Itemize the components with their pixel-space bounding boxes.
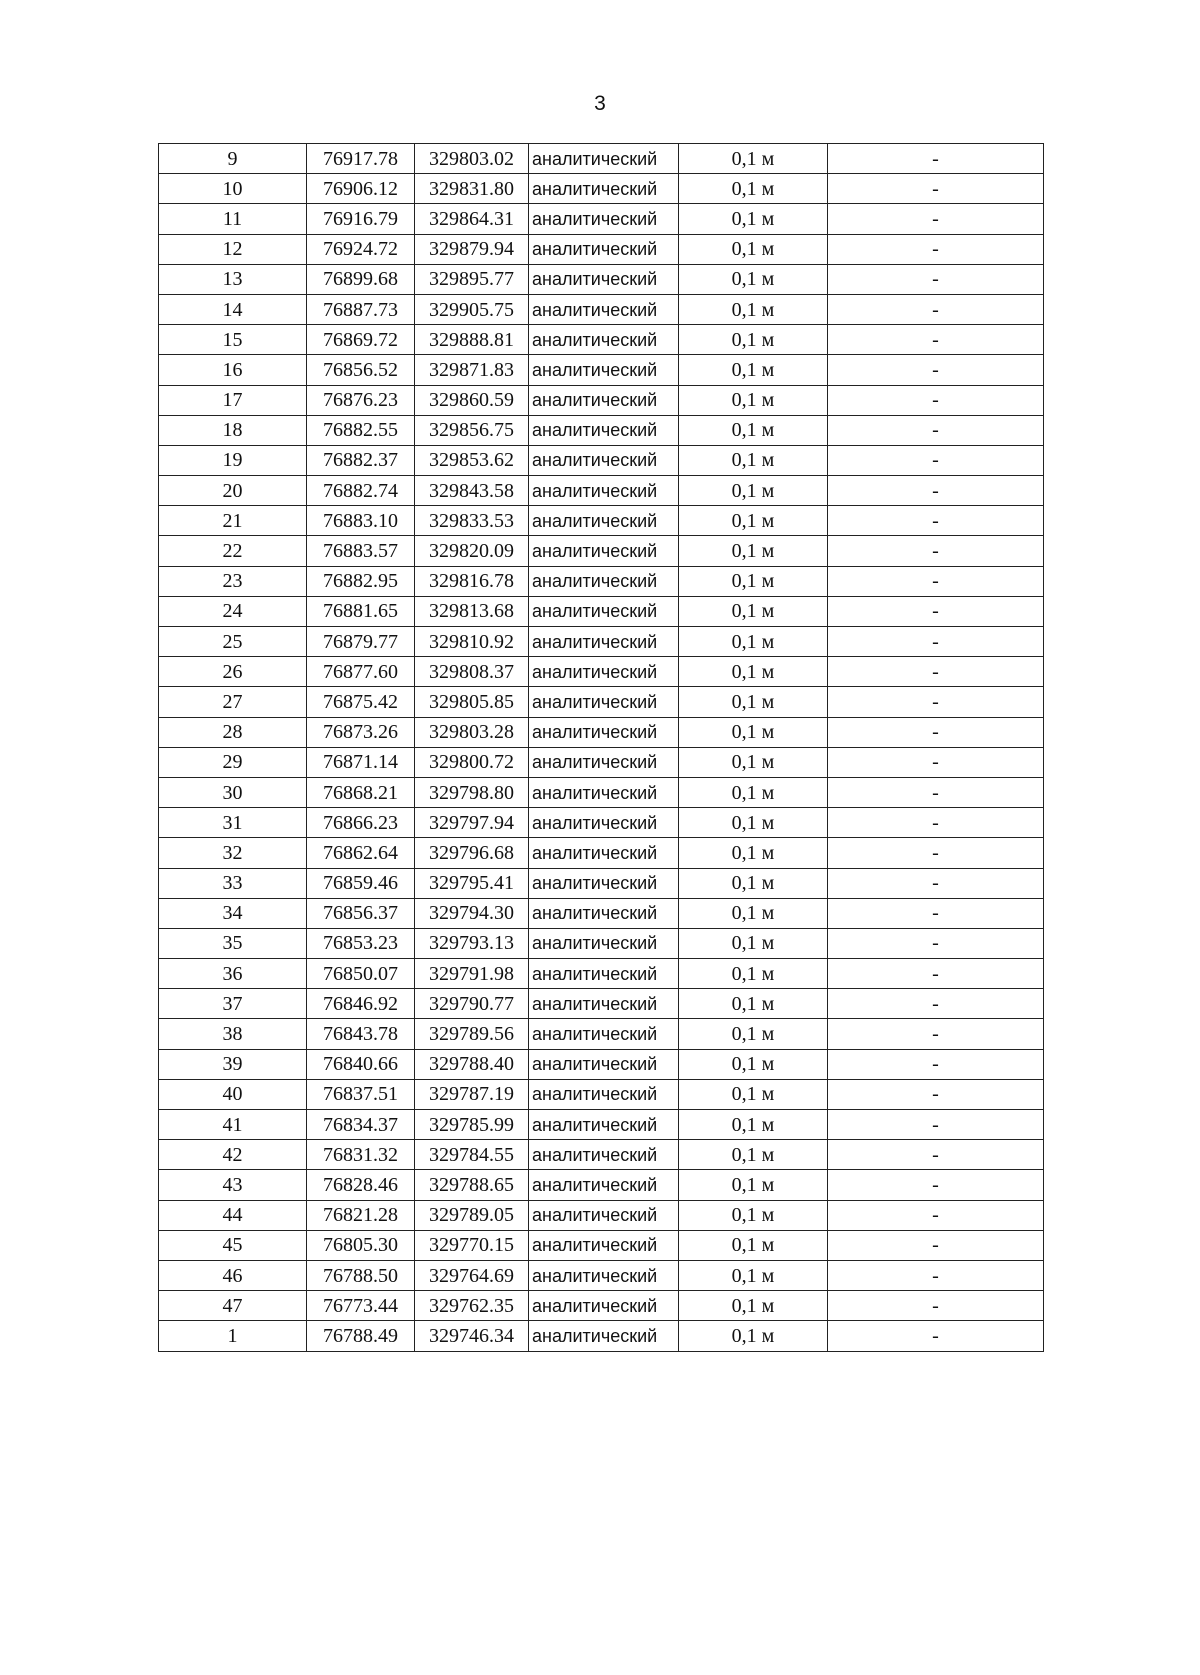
table-row <box>159 264 1044 294</box>
table-row <box>159 747 1044 777</box>
method-cell: аналитический <box>529 325 679 355</box>
method-cell: аналитический <box>529 627 679 657</box>
method-cell: аналитический <box>529 264 679 294</box>
table-row <box>159 506 1044 536</box>
accuracy-cell: 0,1 м <box>679 325 828 355</box>
accuracy-cell: 0,1 м <box>679 294 828 324</box>
description-cell: - <box>828 1079 1044 1109</box>
method-cell: аналитический <box>529 1200 679 1230</box>
y-coordinate-cell: 329879.94 <box>415 234 529 264</box>
y-coordinate-cell: 329831.80 <box>415 174 529 204</box>
point-number-cell: 30 <box>159 777 307 807</box>
method-cell: аналитический <box>529 657 679 687</box>
method-cell: аналитический <box>529 1291 679 1321</box>
coordinates-table-body <box>159 144 1044 1352</box>
x-coordinate-cell: 76846.92 <box>307 989 415 1019</box>
x-coordinate-cell: 76882.55 <box>307 415 415 445</box>
x-coordinate-cell: 76882.37 <box>307 445 415 475</box>
x-coordinate-cell: 76850.07 <box>307 959 415 989</box>
description-cell: - <box>828 808 1044 838</box>
method-cell: аналитический <box>529 717 679 747</box>
method-cell: аналитический <box>529 1110 679 1140</box>
method-cell: аналитический <box>529 898 679 928</box>
description-cell: - <box>828 385 1044 415</box>
accuracy-cell: 0,1 м <box>679 174 828 204</box>
description-cell: - <box>828 989 1044 1019</box>
x-coordinate-cell: 76773.44 <box>307 1291 415 1321</box>
x-coordinate-cell: 76869.72 <box>307 325 415 355</box>
point-number-cell: 44 <box>159 1200 307 1230</box>
x-coordinate-cell: 76856.52 <box>307 355 415 385</box>
y-coordinate-cell: 329789.05 <box>415 1200 529 1230</box>
description-cell: - <box>828 536 1044 566</box>
x-coordinate-cell: 76883.10 <box>307 506 415 536</box>
x-coordinate-cell: 76856.37 <box>307 898 415 928</box>
y-coordinate-cell: 329785.99 <box>415 1110 529 1140</box>
x-coordinate-cell: 76883.57 <box>307 536 415 566</box>
description-cell: - <box>828 596 1044 626</box>
y-coordinate-cell: 329746.34 <box>415 1321 529 1351</box>
description-cell: - <box>828 838 1044 868</box>
accuracy-cell: 0,1 м <box>679 476 828 506</box>
accuracy-cell: 0,1 м <box>679 1019 828 1049</box>
accuracy-cell: 0,1 м <box>679 898 828 928</box>
method-cell: аналитический <box>529 1321 679 1351</box>
description-cell: - <box>828 687 1044 717</box>
accuracy-cell: 0,1 м <box>679 1140 828 1170</box>
y-coordinate-cell: 329800.72 <box>415 747 529 777</box>
description-cell: - <box>828 445 1044 475</box>
point-number-cell: 20 <box>159 476 307 506</box>
accuracy-cell: 0,1 м <box>679 445 828 475</box>
accuracy-cell: 0,1 м <box>679 1260 828 1290</box>
y-coordinate-cell: 329790.77 <box>415 989 529 1019</box>
method-cell: аналитический <box>529 1019 679 1049</box>
point-number-cell: 12 <box>159 234 307 264</box>
table-row <box>159 1321 1044 1351</box>
point-number-cell: 17 <box>159 385 307 415</box>
point-number-cell: 40 <box>159 1079 307 1109</box>
method-cell: аналитический <box>529 1079 679 1109</box>
y-coordinate-cell: 329795.41 <box>415 868 529 898</box>
y-coordinate-cell: 329791.98 <box>415 959 529 989</box>
point-number-cell: 13 <box>159 264 307 294</box>
x-coordinate-cell: 76924.72 <box>307 234 415 264</box>
method-cell: аналитический <box>529 1230 679 1260</box>
x-coordinate-cell: 76871.14 <box>307 747 415 777</box>
table-row <box>159 928 1044 958</box>
x-coordinate-cell: 76899.68 <box>307 264 415 294</box>
description-cell: - <box>828 657 1044 687</box>
point-number-cell: 14 <box>159 294 307 324</box>
table-row <box>159 325 1044 355</box>
point-number-cell: 38 <box>159 1019 307 1049</box>
y-coordinate-cell: 329803.28 <box>415 717 529 747</box>
description-cell: - <box>828 1019 1044 1049</box>
accuracy-cell: 0,1 м <box>679 1170 828 1200</box>
point-number-cell: 41 <box>159 1110 307 1140</box>
description-cell: - <box>828 747 1044 777</box>
method-cell: аналитический <box>529 566 679 596</box>
description-cell: - <box>828 1260 1044 1290</box>
y-coordinate-cell: 329794.30 <box>415 898 529 928</box>
description-cell: - <box>828 717 1044 747</box>
y-coordinate-cell: 329805.85 <box>415 687 529 717</box>
table-row <box>159 234 1044 264</box>
description-cell: - <box>828 566 1044 596</box>
x-coordinate-cell: 76843.78 <box>307 1019 415 1049</box>
description-cell: - <box>828 1291 1044 1321</box>
table-row <box>159 445 1044 475</box>
accuracy-cell: 0,1 м <box>679 747 828 777</box>
coordinates-table <box>158 143 1044 1352</box>
method-cell: аналитический <box>529 1260 679 1290</box>
table-row <box>159 385 1044 415</box>
point-number-cell: 9 <box>159 144 307 174</box>
accuracy-cell: 0,1 м <box>679 838 828 868</box>
point-number-cell: 34 <box>159 898 307 928</box>
description-cell: - <box>828 325 1044 355</box>
point-number-cell: 25 <box>159 627 307 657</box>
method-cell: аналитический <box>529 294 679 324</box>
method-cell: аналитический <box>529 959 679 989</box>
method-cell: аналитический <box>529 204 679 234</box>
description-cell: - <box>828 264 1044 294</box>
table-row <box>159 687 1044 717</box>
description-cell: - <box>828 1110 1044 1140</box>
point-number-cell: 43 <box>159 1170 307 1200</box>
x-coordinate-cell: 76906.12 <box>307 174 415 204</box>
point-number-cell: 46 <box>159 1260 307 1290</box>
point-number-cell: 11 <box>159 204 307 234</box>
y-coordinate-cell: 329796.68 <box>415 838 529 868</box>
description-cell: - <box>828 1049 1044 1079</box>
point-number-cell: 22 <box>159 536 307 566</box>
x-coordinate-cell: 76882.74 <box>307 476 415 506</box>
y-coordinate-cell: 329905.75 <box>415 294 529 324</box>
point-number-cell: 28 <box>159 717 307 747</box>
table-row <box>159 174 1044 204</box>
point-number-cell: 39 <box>159 1049 307 1079</box>
method-cell: аналитический <box>529 989 679 1019</box>
table-row <box>159 1230 1044 1260</box>
accuracy-cell: 0,1 м <box>679 506 828 536</box>
method-cell: аналитический <box>529 868 679 898</box>
accuracy-cell: 0,1 м <box>679 1049 828 1079</box>
table-row <box>159 1291 1044 1321</box>
point-number-cell: 42 <box>159 1140 307 1170</box>
method-cell: аналитический <box>529 1140 679 1170</box>
x-coordinate-cell: 76876.23 <box>307 385 415 415</box>
x-coordinate-cell: 76875.42 <box>307 687 415 717</box>
accuracy-cell: 0,1 м <box>679 1110 828 1140</box>
accuracy-cell: 0,1 м <box>679 204 828 234</box>
description-cell: - <box>828 355 1044 385</box>
x-coordinate-cell: 76788.50 <box>307 1260 415 1290</box>
y-coordinate-cell: 329856.75 <box>415 415 529 445</box>
x-coordinate-cell: 76868.21 <box>307 777 415 807</box>
description-cell: - <box>828 959 1044 989</box>
accuracy-cell: 0,1 м <box>679 627 828 657</box>
method-cell: аналитический <box>529 536 679 566</box>
description-cell: - <box>828 928 1044 958</box>
x-coordinate-cell: 76788.49 <box>307 1321 415 1351</box>
accuracy-cell: 0,1 м <box>679 355 828 385</box>
y-coordinate-cell: 329784.55 <box>415 1140 529 1170</box>
x-coordinate-cell: 76881.65 <box>307 596 415 626</box>
accuracy-cell: 0,1 м <box>679 777 828 807</box>
y-coordinate-cell: 329853.62 <box>415 445 529 475</box>
method-cell: аналитический <box>529 687 679 717</box>
description-cell: - <box>828 1230 1044 1260</box>
y-coordinate-cell: 329770.15 <box>415 1230 529 1260</box>
point-number-cell: 47 <box>159 1291 307 1321</box>
table-row <box>159 1019 1044 1049</box>
y-coordinate-cell: 329895.77 <box>415 264 529 294</box>
x-coordinate-cell: 76828.46 <box>307 1170 415 1200</box>
point-number-cell: 10 <box>159 174 307 204</box>
y-coordinate-cell: 329860.59 <box>415 385 529 415</box>
x-coordinate-cell: 76834.37 <box>307 1110 415 1140</box>
accuracy-cell: 0,1 м <box>679 144 828 174</box>
description-cell: - <box>828 898 1044 928</box>
method-cell: аналитический <box>529 808 679 838</box>
x-coordinate-cell: 76805.30 <box>307 1230 415 1260</box>
method-cell: аналитический <box>529 928 679 958</box>
table-row <box>159 717 1044 747</box>
x-coordinate-cell: 76821.28 <box>307 1200 415 1230</box>
accuracy-cell: 0,1 м <box>679 657 828 687</box>
method-cell: аналитический <box>529 476 679 506</box>
y-coordinate-cell: 329788.40 <box>415 1049 529 1079</box>
table-row <box>159 777 1044 807</box>
point-number-cell: 15 <box>159 325 307 355</box>
x-coordinate-cell: 76866.23 <box>307 808 415 838</box>
accuracy-cell: 0,1 м <box>679 959 828 989</box>
table-row <box>159 657 1044 687</box>
accuracy-cell: 0,1 м <box>679 928 828 958</box>
method-cell: аналитический <box>529 415 679 445</box>
point-number-cell: 33 <box>159 868 307 898</box>
accuracy-cell: 0,1 м <box>679 1079 828 1109</box>
page-number: 3 <box>594 92 606 115</box>
accuracy-cell: 0,1 м <box>679 566 828 596</box>
table-row <box>159 1079 1044 1109</box>
point-number-cell: 37 <box>159 989 307 1019</box>
table-row <box>159 294 1044 324</box>
method-cell: аналитический <box>529 144 679 174</box>
table-row <box>159 808 1044 838</box>
table-row <box>159 596 1044 626</box>
accuracy-cell: 0,1 м <box>679 536 828 566</box>
x-coordinate-cell: 76873.26 <box>307 717 415 747</box>
x-coordinate-cell: 76862.64 <box>307 838 415 868</box>
method-cell: аналитический <box>529 234 679 264</box>
table-row <box>159 1260 1044 1290</box>
point-number-cell: 21 <box>159 506 307 536</box>
table-row <box>159 1170 1044 1200</box>
point-number-cell: 45 <box>159 1230 307 1260</box>
accuracy-cell: 0,1 м <box>679 687 828 717</box>
y-coordinate-cell: 329864.31 <box>415 204 529 234</box>
method-cell: аналитический <box>529 445 679 475</box>
method-cell: аналитический <box>529 1170 679 1200</box>
method-cell: аналитический <box>529 838 679 868</box>
point-number-cell: 24 <box>159 596 307 626</box>
method-cell: аналитический <box>529 1049 679 1079</box>
table-row <box>159 144 1044 174</box>
point-number-cell: 26 <box>159 657 307 687</box>
y-coordinate-cell: 329793.13 <box>415 928 529 958</box>
point-number-cell: 36 <box>159 959 307 989</box>
description-cell: - <box>828 144 1044 174</box>
description-cell: - <box>828 627 1044 657</box>
x-coordinate-cell: 76877.60 <box>307 657 415 687</box>
point-number-cell: 23 <box>159 566 307 596</box>
x-coordinate-cell: 76837.51 <box>307 1079 415 1109</box>
y-coordinate-cell: 329833.53 <box>415 506 529 536</box>
point-number-cell: 18 <box>159 415 307 445</box>
point-number-cell: 29 <box>159 747 307 777</box>
method-cell: аналитический <box>529 385 679 415</box>
x-coordinate-cell: 76916.79 <box>307 204 415 234</box>
y-coordinate-cell: 329820.09 <box>415 536 529 566</box>
y-coordinate-cell: 329843.58 <box>415 476 529 506</box>
description-cell: - <box>828 294 1044 324</box>
table-row <box>159 355 1044 385</box>
accuracy-cell: 0,1 м <box>679 989 828 1019</box>
accuracy-cell: 0,1 м <box>679 415 828 445</box>
accuracy-cell: 0,1 м <box>679 596 828 626</box>
table-row <box>159 476 1044 506</box>
accuracy-cell: 0,1 м <box>679 808 828 838</box>
y-coordinate-cell: 329762.35 <box>415 1291 529 1321</box>
table-row <box>159 989 1044 1019</box>
description-cell: - <box>828 1200 1044 1230</box>
description-cell: - <box>828 234 1044 264</box>
x-coordinate-cell: 76859.46 <box>307 868 415 898</box>
method-cell: аналитический <box>529 777 679 807</box>
table-row <box>159 204 1044 234</box>
table-row <box>159 898 1044 928</box>
y-coordinate-cell: 329789.56 <box>415 1019 529 1049</box>
point-number-cell: 27 <box>159 687 307 717</box>
y-coordinate-cell: 329797.94 <box>415 808 529 838</box>
accuracy-cell: 0,1 м <box>679 717 828 747</box>
y-coordinate-cell: 329808.37 <box>415 657 529 687</box>
table-row <box>159 1140 1044 1170</box>
description-cell: - <box>828 1140 1044 1170</box>
method-cell: аналитический <box>529 506 679 536</box>
y-coordinate-cell: 329798.80 <box>415 777 529 807</box>
point-number-cell: 1 <box>159 1321 307 1351</box>
point-number-cell: 16 <box>159 355 307 385</box>
description-cell: - <box>828 506 1044 536</box>
description-cell: - <box>828 868 1044 898</box>
method-cell: аналитический <box>529 747 679 777</box>
y-coordinate-cell: 329788.65 <box>415 1170 529 1200</box>
point-number-cell: 32 <box>159 838 307 868</box>
accuracy-cell: 0,1 м <box>679 385 828 415</box>
x-coordinate-cell: 76879.77 <box>307 627 415 657</box>
x-coordinate-cell: 76840.66 <box>307 1049 415 1079</box>
method-cell: аналитический <box>529 174 679 204</box>
table-row <box>159 868 1044 898</box>
description-cell: - <box>828 1321 1044 1351</box>
description-cell: - <box>828 174 1044 204</box>
y-coordinate-cell: 329871.83 <box>415 355 529 385</box>
method-cell: аналитический <box>529 355 679 385</box>
x-coordinate-cell: 76882.95 <box>307 566 415 596</box>
table-row <box>159 566 1044 596</box>
y-coordinate-cell: 329813.68 <box>415 596 529 626</box>
table-row <box>159 1110 1044 1140</box>
table-row <box>159 838 1044 868</box>
y-coordinate-cell: 329816.78 <box>415 566 529 596</box>
point-number-cell: 35 <box>159 928 307 958</box>
y-coordinate-cell: 329764.69 <box>415 1260 529 1290</box>
y-coordinate-cell: 329810.92 <box>415 627 529 657</box>
accuracy-cell: 0,1 м <box>679 1200 828 1230</box>
description-cell: - <box>828 1170 1044 1200</box>
table-row <box>159 959 1044 989</box>
accuracy-cell: 0,1 м <box>679 264 828 294</box>
accuracy-cell: 0,1 м <box>679 1230 828 1260</box>
x-coordinate-cell: 76853.23 <box>307 928 415 958</box>
method-cell: аналитический <box>529 596 679 626</box>
y-coordinate-cell: 329787.19 <box>415 1079 529 1109</box>
description-cell: - <box>828 415 1044 445</box>
description-cell: - <box>828 204 1044 234</box>
description-cell: - <box>828 476 1044 506</box>
accuracy-cell: 0,1 м <box>679 868 828 898</box>
table-row <box>159 1049 1044 1079</box>
accuracy-cell: 0,1 м <box>679 1291 828 1321</box>
x-coordinate-cell: 76887.73 <box>307 294 415 324</box>
description-cell: - <box>828 777 1044 807</box>
x-coordinate-cell: 76917.78 <box>307 144 415 174</box>
y-coordinate-cell: 329803.02 <box>415 144 529 174</box>
y-coordinate-cell: 329888.81 <box>415 325 529 355</box>
table-row <box>159 627 1044 657</box>
table-row <box>159 415 1044 445</box>
point-number-cell: 31 <box>159 808 307 838</box>
table-row <box>159 1200 1044 1230</box>
accuracy-cell: 0,1 м <box>679 1321 828 1351</box>
point-number-cell: 19 <box>159 445 307 475</box>
accuracy-cell: 0,1 м <box>679 234 828 264</box>
x-coordinate-cell: 76831.32 <box>307 1140 415 1170</box>
table-row <box>159 536 1044 566</box>
